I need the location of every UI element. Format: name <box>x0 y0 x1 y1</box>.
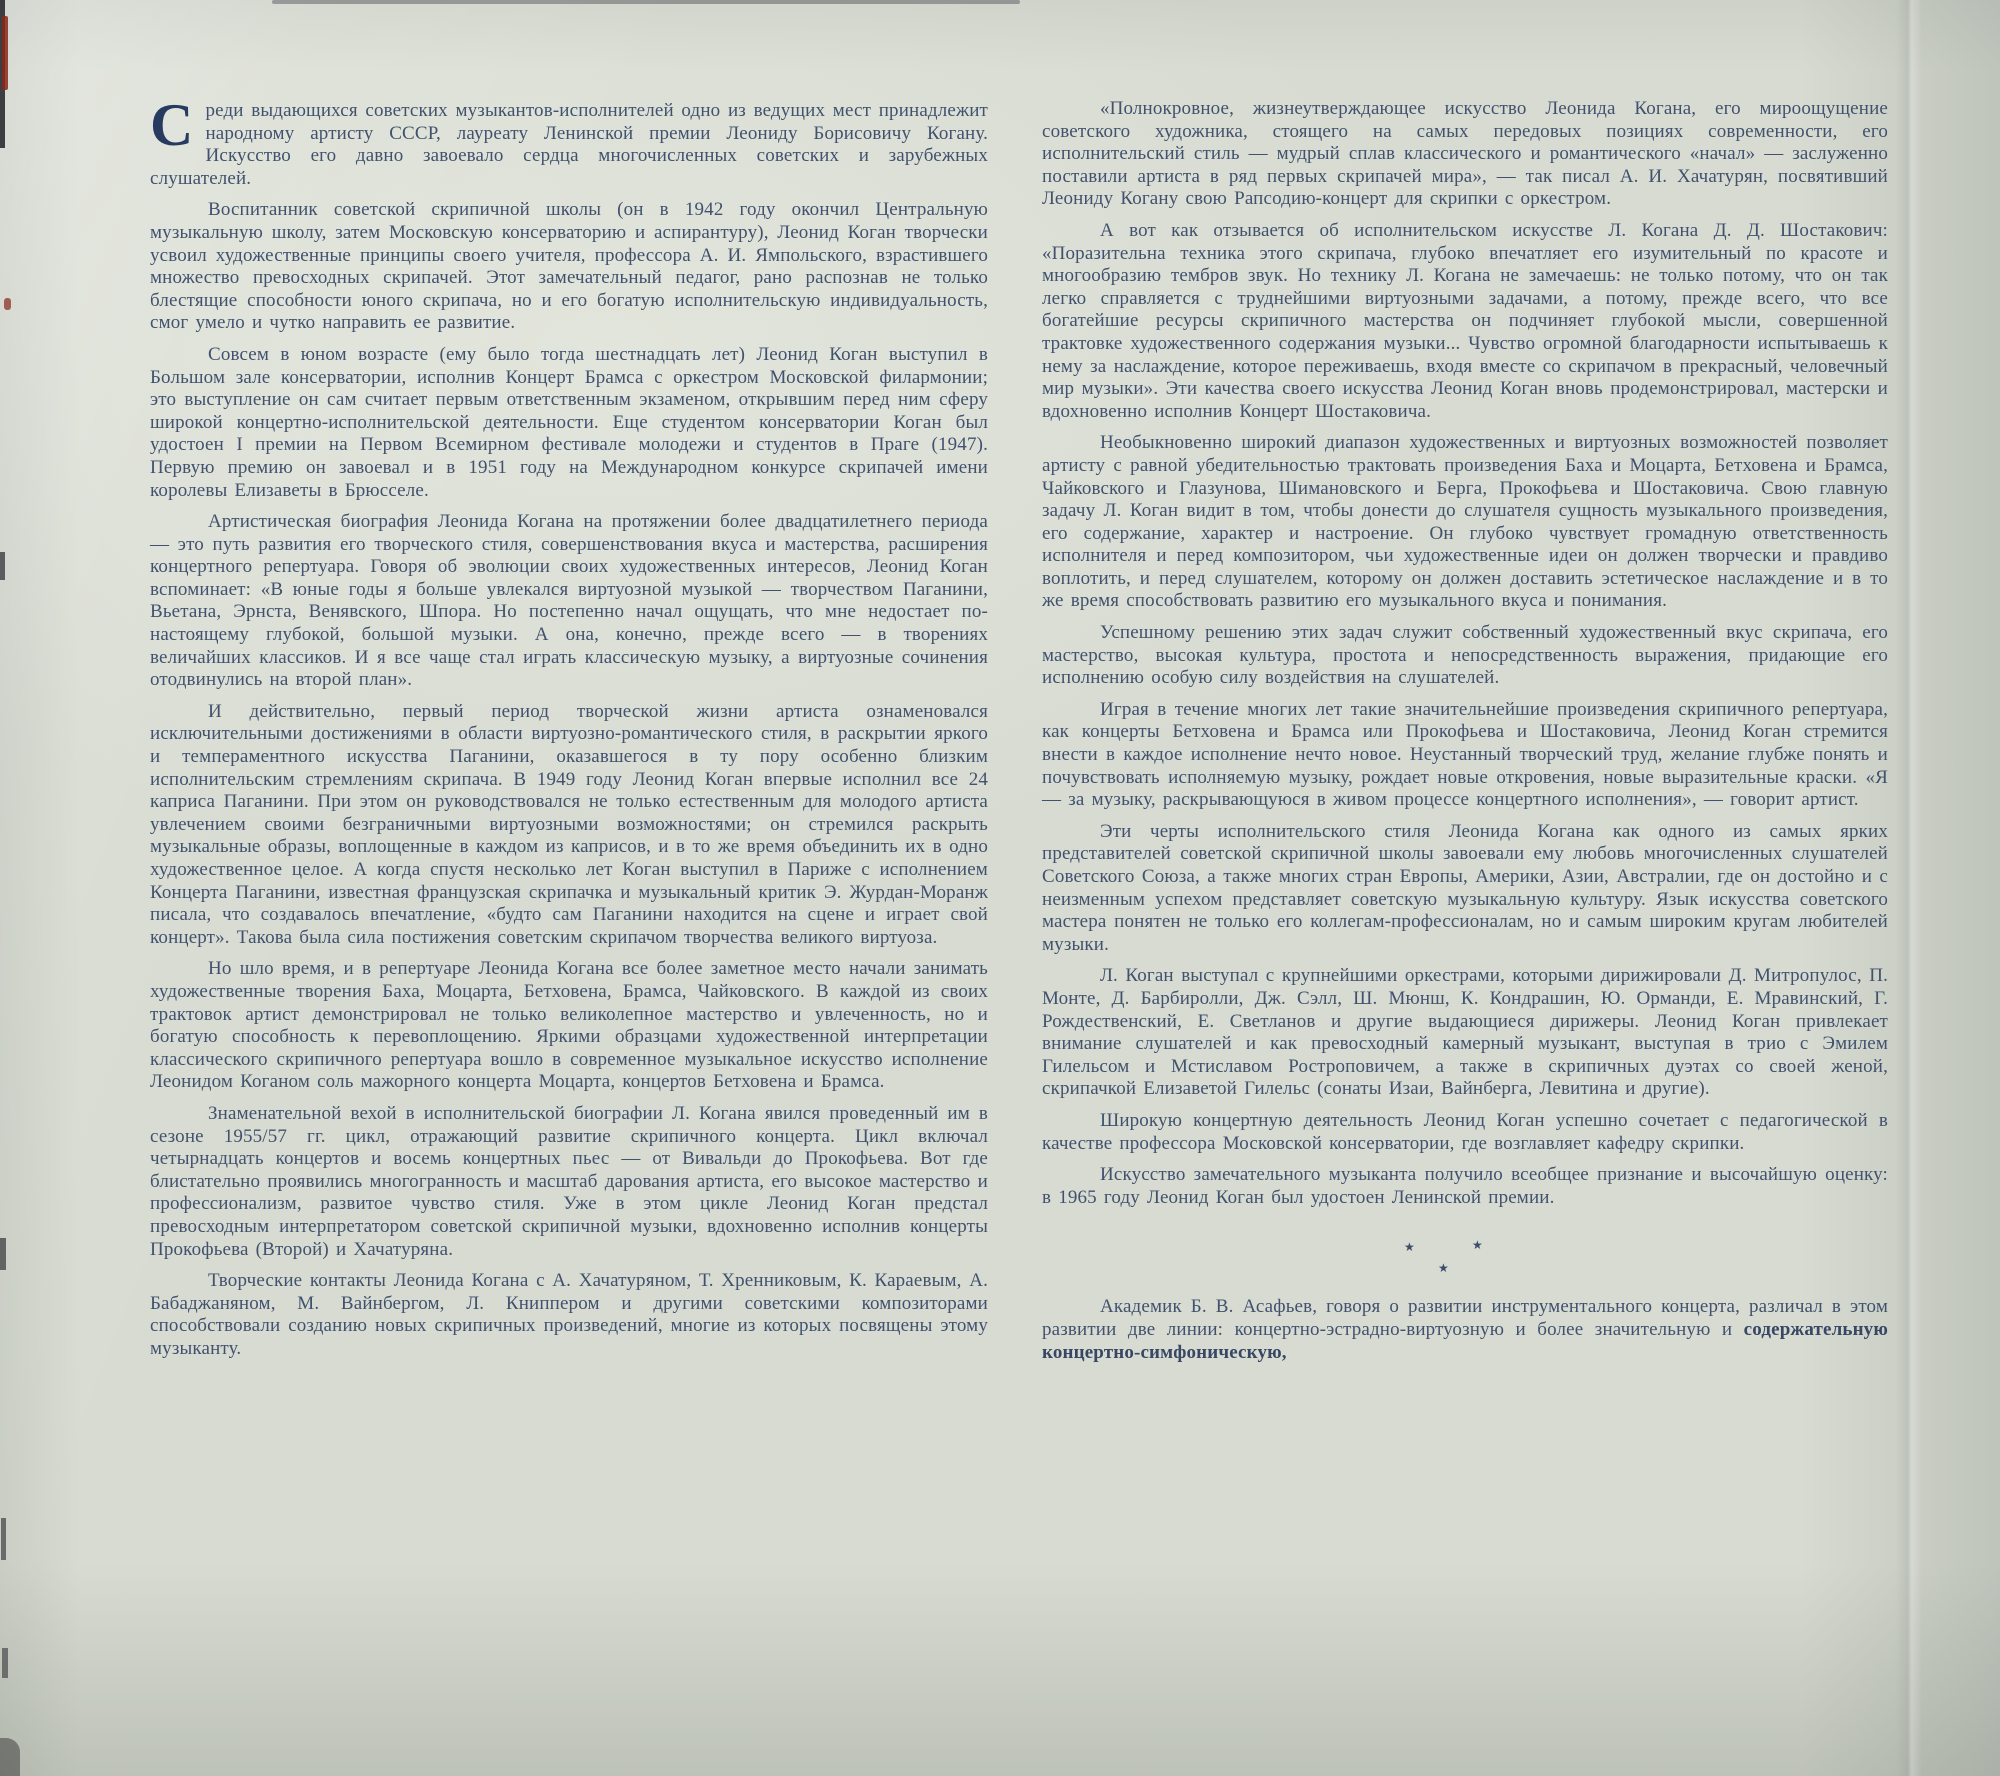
star-icon: ★ <box>1472 1238 1483 1253</box>
scan-bottom-left-corner-shadow <box>0 1738 20 1776</box>
star-icon: ★ <box>1438 1261 1449 1276</box>
scan-left-edge-dash <box>0 552 5 580</box>
final-paragraph-text: Академик Б. В. Асафьев, говоря о развитии инструментального концерта, различал в этом развитии две линии: концертно-эстрадно-виртуозную и более значительную и <box>1042 1296 1888 1340</box>
paragraph: Знаменательной вехой в исполнительской биографии Л. Когана явился проведенный им в сезоне 1955/57 гг. цикл, отражающий развитие скрипичного концерта. Цикл включал четырнадцать концертов и восемь концертных пьес — от Вивальди до Прокофьева. Вот где блистательно проявились многогранность и масштаб дарования артиста, его высокое мастерство и профессионализм, развитое чувство стиля. Уже в этом цикле Леонид Коган предстал превосходным интерпретатором советской скрипичной музыки, вдохновенно исполнив концерты Прокофьева (Второй) и Хачатуряна. <box>150 1102 988 1260</box>
paragraph: Л. Коган выступал с крупнейшими оркестрами, которыми дирижировали Д. Митропулос, П. Монте, Д. Барбиролли, Дж. Сэлл, Ш. Мюнш, К. Кондрашин, Ю. Орманди, Е. Мравинский, Г. Рождественский, Е. Светланов и другие выдающиеся дирижеры. Леонид Коган привлекает внимание слушателей и как превосходный камерный музыкант, выступая в трио с Эмилем Гилельсом и Мстиславом Ростроповичем, а также в скрипичных дуэтах со своей женой, скрипачкой Елизаветой Гилельс (сонаты Изаи, Вайнберга, Левитина и другие). <box>1042 965 1888 1100</box>
asterism-separator <box>1042 1235 1888 1287</box>
paragraph: Артистическая биография Леонида Когана на протяжении более двадцатилетнего периода — это путь развития его творческого стиля, совершенствования вкуса и мастерства, расширения концертного репертуара. Говоря об эволюции своих художественных интересов, Леонид Коган вспоминает: «В юные годы я больше увлекался виртуозной музыкой — творчеством Паганини, Вьетана, Эрнста, Венявского, Шпора. Но постепенно начал ощущать, что мне недостает по-настоящему глубокой, большой музыки. А она, конечно, прежде всего — в творениях величайших классиков. И я все чаще стал играть классическую музыку, а виртуозные сочинения отодвинулись на второй план». <box>150 511 988 691</box>
paper-crease <box>1896 0 1922 1776</box>
paragraph: А вот как отзывается об исполнительском искусстве Л. Когана Д. Д. Шостакович: «Поразительна техника этого скрипача, глубоко впечатляет его изумительный по красоте и многообразию тембров звук. Но технику Л. Когана не замечаешь: не только потому, что он так легко справляется с труднейшими виртуозными задачами, а потому, прежде всего, что все богатейшие ресурсы скрипичного мастерства он подчиняет глубокой мысли, совершенной трактовке художественного содержания музыки... Чувство огромной благодарности испытываешь к нему за наслаждение, которое переживаешь, входя вместе со скрипачом в прекрасный, человечный мир музыки». Эти качества своего искусства Леонид Коган вновь продемонстрировал, мастерски и вдохновенно исполнив Концерт Шостаковича. <box>1042 219 1888 422</box>
scan-left-edge-dash <box>0 1238 6 1270</box>
paragraph: Успешному решению этих задач служит собственный художественный вкус скрипача, его мастерство, высокая культура, простота и непосредственность выражения, придающие его исполнению особую силу воздействия на слушателей. <box>1042 622 1888 689</box>
paragraph: Творческие контакты Леонида Когана с А. Хачатуряном, Т. Хренниковым, К. Караевым, А. Бабаджаняном, М. Вайнбергом, Л. Книппером и другими советскими композиторами способствовали созданию новых скрипичных произведений, многие из которых посвящены этому музыканту. <box>150 1270 988 1359</box>
scan-left-edge-dash <box>1 1518 6 1560</box>
scan-left-edge-red-dot <box>4 298 11 310</box>
paragraph: «Полнокровное, жизнеутверждающее искусство Леонида Когана, его мироощущение советского художника, стоящего на самых передовых позициях современности, его исполнительский стиль — мудрый сплав классического и романтического «начал» — заслуженно поставили артиста в ряд первых скрипачей мира», — так писал А. И. Хачатурян, посвятивший Леониду Когану свою Рапсодию-концерт для скрипки с оркестром. <box>1042 98 1888 210</box>
paragraph: Играя в течение многих лет такие значительнейшие произведения скрипичного репертуара, как концерты Бетховена и Брамса или Прокофьева и Шостаковича, Леонид Коган стремится внести в каждое исполнение нечто новое. Неустанный творческий труд, желание глубже понять и почувствовать исполняемую музыку, рождает новые откровения, новые выразительные краски. «Я — за музыку, раскрывающуюся в живом процессе концертного исполнения», — говорит артист. <box>1042 698 1888 811</box>
left-column <box>150 92 988 1360</box>
dropcap-letter: С <box>150 92 194 158</box>
scan-left-edge-red-mark <box>2 16 8 90</box>
scan-left-edge-dash <box>2 1648 8 1678</box>
paragraph-text: реди выдающихся советских музыкантов-исполнителей одно из ведущих мест принадлежит народному артисту СССР, лауреату Ленинской премии Леониду Борисовичу Когану. Искусство его давно завоевало сердца многочисленных советских и зарубежных слушателей. <box>150 100 988 189</box>
paragraph-final <box>1042 1296 1888 1364</box>
star-icon: ★ <box>1404 1240 1415 1255</box>
final-paragraph-bold-phrase: содержательную концертно-симфоническую, <box>1042 1318 1888 1363</box>
scan-top-edge-line <box>272 0 1020 4</box>
paragraph: Эти черты исполнительского стиля Леонида Когана как одного из самых ярких представителей советской скрипичной школы завоевали ему любовь многочисленных слушателей Советского Союза, а также многих стран Европы, Америки, Азии, Австралии, где он достойно и с неизменным успехом представляет советскую музыкальную культуру. Язык искусства советского мастера понятен не только его коллегам-профессионалам, но и самым широким кругам любителей музыки. <box>1042 820 1888 955</box>
paragraph: Воспитанник советской скрипичной школы (он в 1942 году окончил Центральную музыкальную школу, затем Московскую консерваторию и аспирантуру), Леонид Коган творчески усвоил художественные принципы своего учителя, профессора А. И. Ямпольского, взрастившего множество превосходных скрипачей. Этот замечательный педагог, рано распознав не только блестящие способности юного скрипача, но и его богатую исполнительскую индивидуальность, смог умело и чутко направить ее развитие. <box>150 199 988 334</box>
paragraph-intro <box>150 92 988 190</box>
paragraph: Но шло время, и в репертуаре Леонида Когана все более заметное место начали занимать художественные творения Баха, Моцарта, Бетховена, Брамса, Чайковского. В каждой из своих трактовок артист демонстрировал не только великолепное мастерство и увлеченность, но и богатую способность к перевоплощению. Яркими образцами художественной интерпретации классического скрипичного репертуара вошло в современное музыкальное искусство исполнение Леонидом Коганом соль мажорного концерта Моцарта, концертов Бетховена и Брамса. <box>150 958 988 1093</box>
right-column <box>1042 98 1888 1364</box>
paragraph: Необыкновенно широкий диапазон художественных и виртуозных возможностей позволяет артисту с равной убедительностью трактовать произведения Баха и Моцарта, Бетховена и Брамса, Чайковского и Глазунова, Шимановского и Берга, Прокофьева и Шостаковича. Свою главную задачу Л. Коган видит в том, чтобы донести до слушателя сущность музыкального произведения, его содержание, характер и настроение. Он глубоко чувствует громадную ответственность исполнителя и перед композитором, чьи художественные идеи он должен творчески и правдиво воплотить, и перед слушателем, которому он должен доставить эстетическое наслаждение и в то же время способствовать развитию его музыкального вкуса и понимания. <box>1042 432 1888 612</box>
paragraph: Искусство замечательного музыканта получило всеобщее признание и высочайшую оценку: в 1965 году Леонид Коган был удостоен Ленинской премии. <box>1042 1164 1888 1208</box>
paragraph: И действительно, первый период творческой жизни артиста ознаменовался исключительными достижениями в области виртуозно-романтического стиля, в раскрытии яркого и темпераментного искусства Паганини, оказавшегося в ту пору особенно близким исполнительским стремлениям скрипача. В 1949 году Леонид Коган впервые исполнил все 24 каприса Паганини. При этом он руководствовался не только естественным для молодого артиста увлечением своими безграничными виртуозными возможностями; он стремился раскрыть музыкальные образы, воплощенные в каждом из каприсов, и в то же время объединить их в одно художественное целое. А когда спустя несколько лет Коган выступил в Париже с исполнением Концерта Паганини, известная французская скрипачка и музыкальный критик Э. Журдан-Моранж писала, что создавалось впечатление, «будто сам Паганини находится на сцене и играет свой концерт». Такова была сила постижения советским скрипачом творчества великого виртуоза. <box>150 700 988 948</box>
paragraph: Совсем в юном возрасте (ему было тогда шестнадцать лет) Леонид Коган выступил в Большом зале консерватории, исполнив Концерт Брамса с оркестром Московской филармонии; это выступление он сам считает первым ответственным экзаменом, открывшим перед ним сферу широкой концертно-исполнительской деятельности. Еще студентом консерватории Коган был удостоен I премии на Первом Всемирном фестивале молодежи и студентов в Праге (1947). Первую премию он завоевал и в 1951 году на Международном конкурсе скрипачей имени королевы Елизаветы в Брюсселе. <box>150 343 988 501</box>
paragraph: Широкую концертную деятельность Леонид Коган успешно сочетает с педагогической в качестве профессора Московской консерватории, где возглавляет кафедру скрипки. <box>1042 1109 1888 1154</box>
